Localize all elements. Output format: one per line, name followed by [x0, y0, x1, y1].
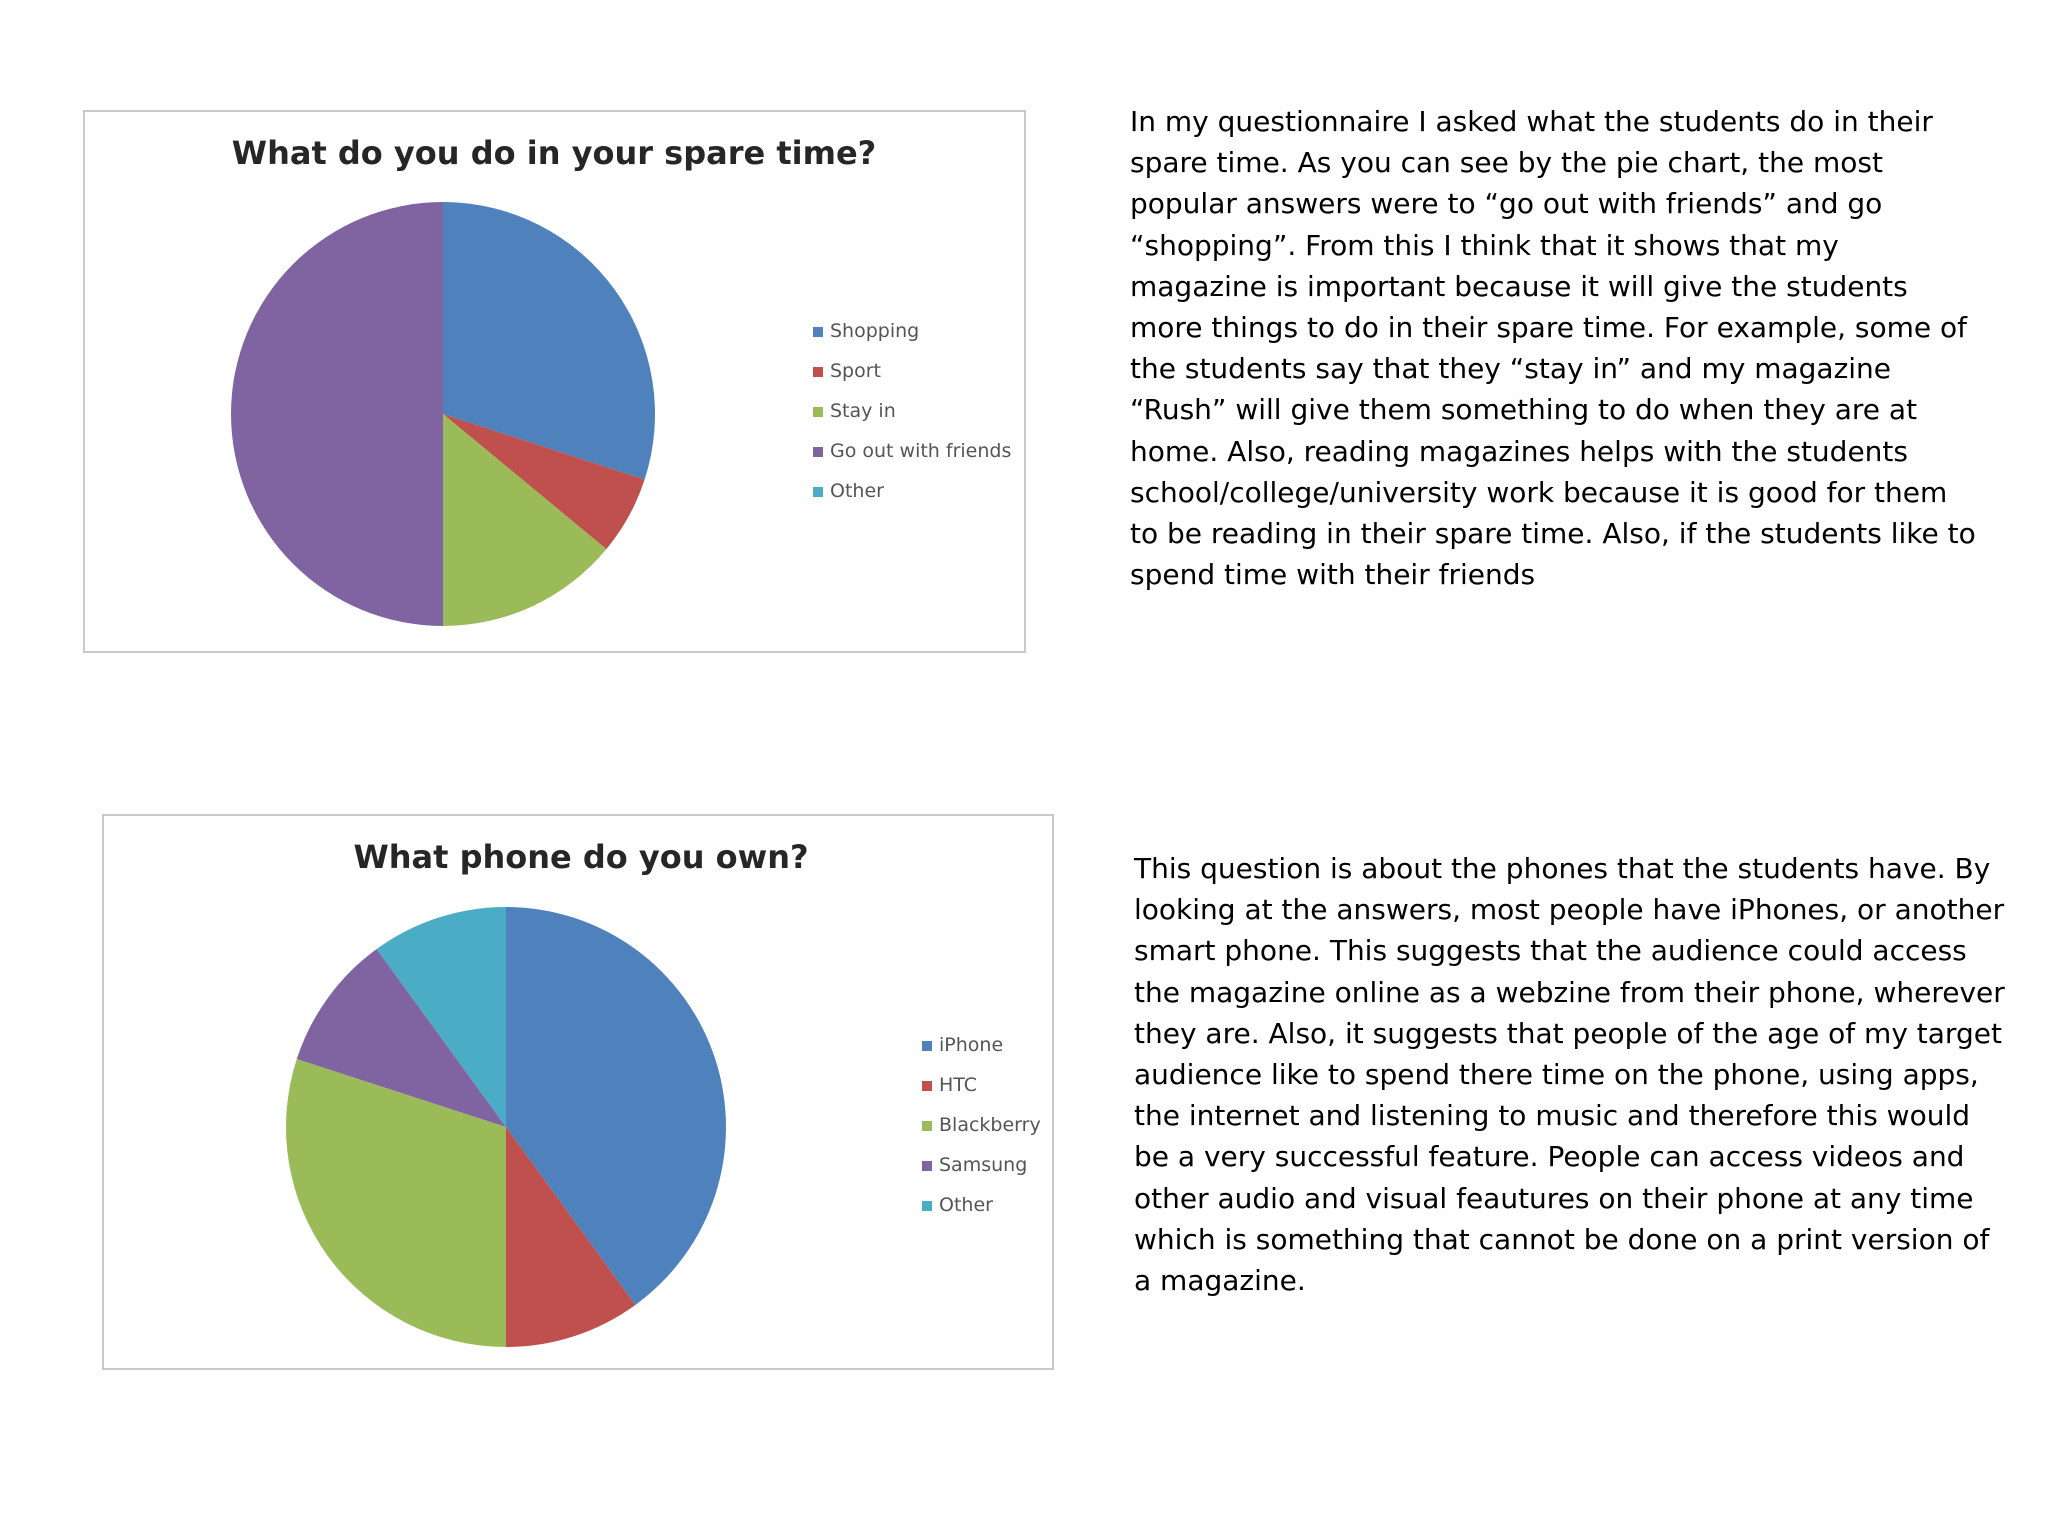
legend-swatch-go-out-with-friends — [813, 447, 823, 457]
legend-swatch-shopping — [813, 327, 823, 337]
spare-time-chart — [83, 110, 1026, 653]
legend-swatch-iphone — [922, 1041, 932, 1051]
legend-label-shopping: Shopping — [830, 320, 920, 342]
spare-time-pie-svg — [85, 112, 1024, 651]
spare-time-commentary: In my questionnaire I asked what the students do in their spare time. As you can see by the pie chart, the most popular answers were to “go out with friends” and go “shopping”. From this I think that it shows that my magazine is important because it will give the students more things to do in their spare time. For example, some of the students say that they “stay in” and my magazine “Rush” will give them something to do when they are at home. Also, reading magazines helps with the students school/college/university work because it is good for them to be reading in their spare time. Also, if the students like to spend time with their friends — [1130, 105, 1976, 592]
phone-chart — [102, 814, 1054, 1370]
spare-time-chart-title: What do you do in your spare time? — [231, 134, 877, 172]
legend-label-other: Other — [830, 480, 884, 502]
legend-label-htc: HTC — [939, 1074, 978, 1096]
pie-slice-go-out-with-friends — [231, 202, 443, 626]
legend-label-samsung: Samsung — [939, 1154, 1028, 1176]
phone-pie-svg — [104, 816, 1052, 1368]
legend-label-blackberry: Blackberry — [939, 1114, 1041, 1136]
legend-label-go-out-with-friends: Go out with friends — [830, 440, 1012, 462]
phone-commentary: This question is about the phones that the students have. By looking at the answers, most people have iPhones, or another smart phone. This suggests that the audience could access the magazine online as a webzine from their phone, wherever they are. Also, it suggests that people of the age of my target audience like to spend there time on the phone, using apps, the internet and listening to music and therefore this would be a very successful feature. People can access videos and other audio and visual feautures on their phone at any time which is something that cannot be done on a print version of a magazine. — [1134, 852, 2005, 1298]
legend-swatch-sport — [813, 367, 823, 377]
legend-label-iphone: iPhone — [939, 1034, 1004, 1056]
legend-swatch-other — [813, 487, 823, 497]
legend-swatch-samsung — [922, 1161, 932, 1171]
legend-label-sport: Sport — [830, 360, 882, 382]
legend-swatch-other — [922, 1201, 932, 1211]
legend-swatch-stay-in — [813, 407, 823, 417]
legend-swatch-htc — [922, 1081, 932, 1091]
phone-chart-title: What phone do you own? — [353, 838, 809, 876]
legend-label-other: Other — [939, 1194, 993, 1216]
legend-swatch-blackberry — [922, 1121, 932, 1131]
legend-label-stay-in: Stay in — [830, 400, 896, 422]
